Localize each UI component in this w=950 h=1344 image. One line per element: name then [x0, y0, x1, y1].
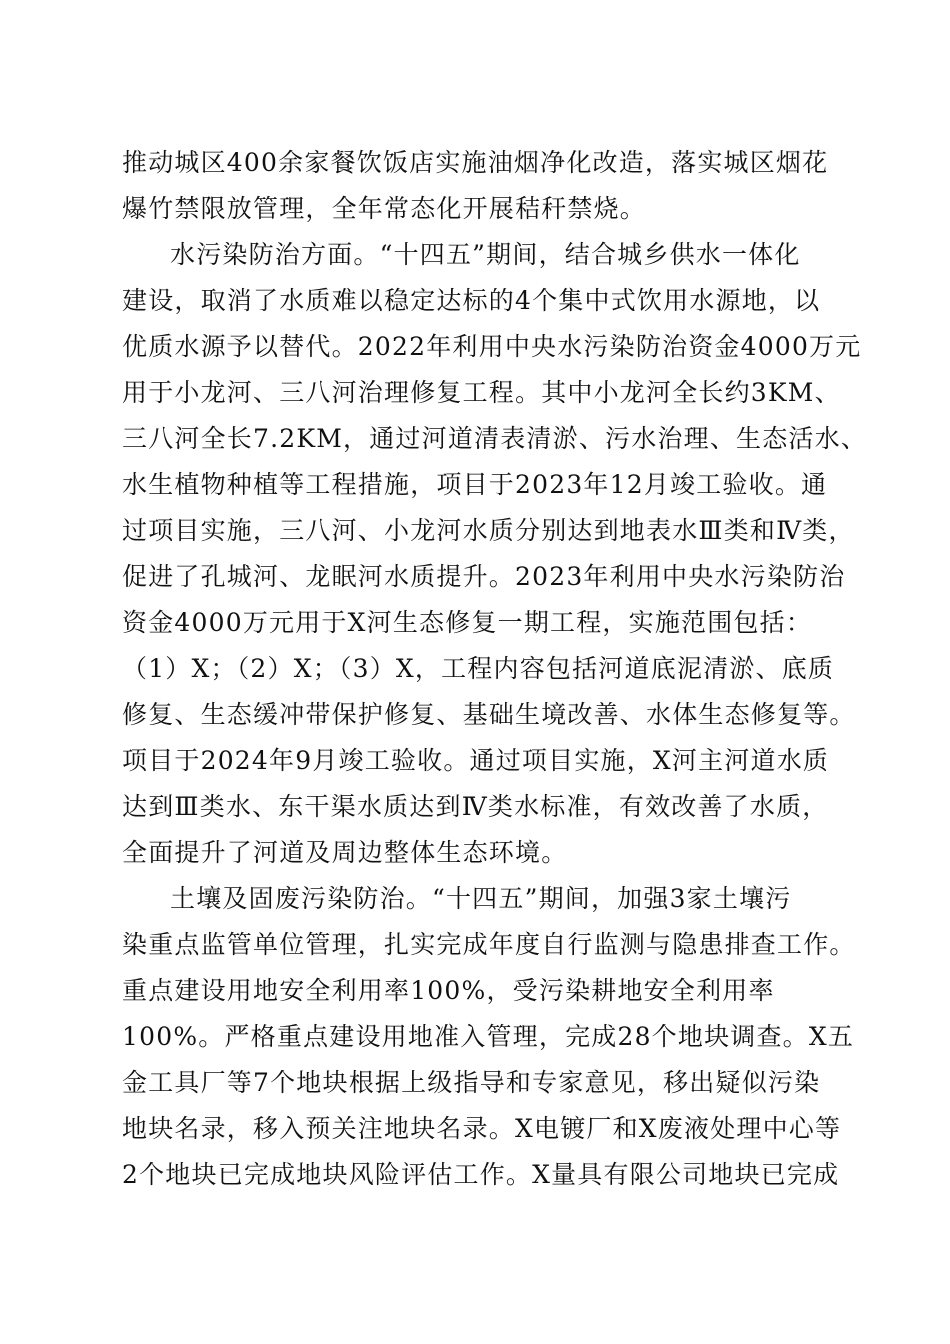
- text-line: 100%。严格重点建设用地准入管理，完成28个地块调查。X五: [122, 1022, 855, 1051]
- text-line: 资金4000万元用于X河生态修复一期工程，实施范围包括：: [122, 608, 813, 637]
- text-line: 水生植物种植等工程措施，项目于2023年12月竣工验收。通: [122, 470, 828, 499]
- text-line: 项目于2024年9月竣工验收。通过项目实施，X河主河道水质: [122, 746, 830, 775]
- text-line: 地块名录，移入预关注地块名录。X电镀厂和X废液处理中心等: [122, 1114, 842, 1143]
- text-line: 三八河全长7.2KM，通过河道清表清淤、污水治理、生态活水、: [122, 424, 868, 453]
- text-line: 2个地块已完成地块风险评估工作。X量具有限公司地块已完成: [122, 1160, 840, 1189]
- text-line: 全面提升了河道及周边整体生态环境。: [122, 838, 568, 867]
- text-line: 爆竹禁限放管理，全年常态化开展秸秆禁烧。: [122, 194, 647, 223]
- text-line: 修复、生态缓冲带保护修复、基础生境改善、水体生态修复等。: [122, 700, 856, 729]
- text-line: 重点建设用地安全利用率100%，受污染耕地安全利用率: [122, 976, 775, 1005]
- text-line: 用于小龙河、三八河治理修复工程。其中小龙河全长约3KM、: [122, 378, 841, 407]
- paragraph-start-line: 土壤及固废污染防治。“十四五”期间，加强3家土壤污: [170, 884, 792, 913]
- text-line: 染重点监管单位管理，扎实完成年度自行监测与隐患排查工作。: [122, 930, 856, 959]
- text-line: （1）X；（2）X；（3）X，工程内容包括河道底泥清淤、底质: [122, 654, 835, 683]
- text-line: 金工具厂等7个地块根据上级指导和专家意见，移出疑似污染: [122, 1068, 821, 1097]
- text-line: 优质水源予以替代。2022年利用中央水污染防治资金4000万元: [122, 332, 862, 361]
- text-line: 促进了孔城河、龙眠河水质提升。2023年利用中央水污染防治: [122, 562, 846, 591]
- text-line: 达到Ⅲ类水、东干渠水质达到Ⅳ类水标准，有效改善了水质，: [122, 792, 829, 821]
- paragraph-start-line: 水污染防治方面。“十四五”期间，结合城乡供水一体化: [170, 240, 801, 269]
- text-line: 建设，取消了水质难以稳定达标的4个集中式饮用水源地，以: [122, 286, 821, 315]
- text-line: 过项目实施，三八河、小龙河水质分别达到地表水Ⅲ类和Ⅳ类，: [122, 516, 855, 545]
- text-line: 推动城区400余家餐饮饭店实施油烟净化改造，落实城区烟花: [122, 148, 829, 177]
